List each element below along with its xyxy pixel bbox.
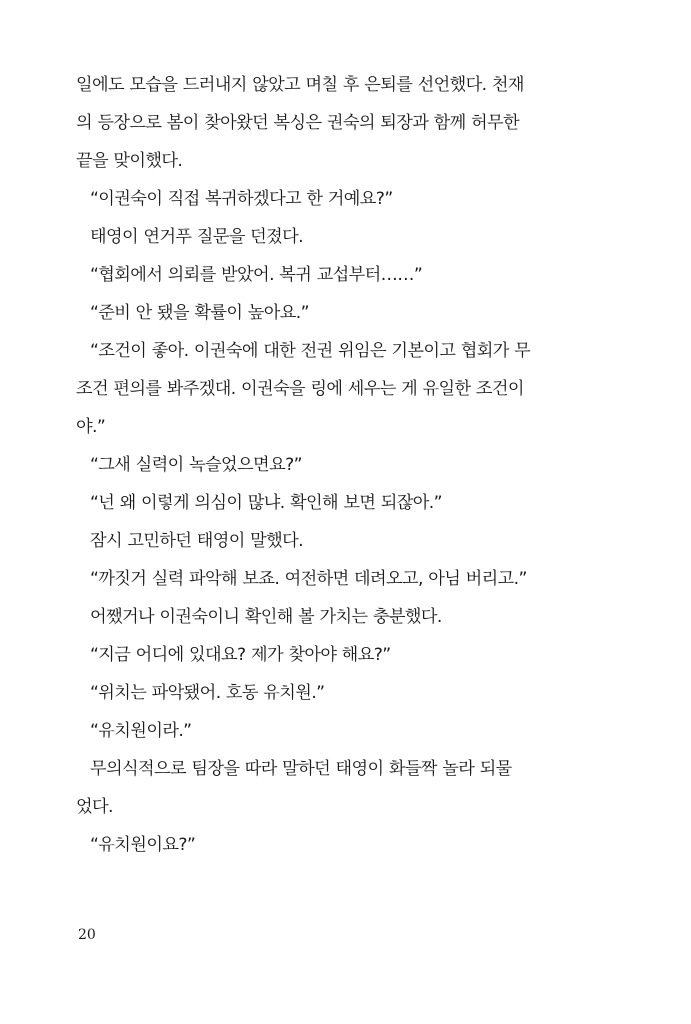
dialogue-line: “지금 어디에 있대요? 제가 찾아야 해요?” <box>90 645 391 665</box>
page-number: 20 <box>78 927 96 943</box>
text-line: 태영이 연거푸 질문을 던졌다. <box>90 227 303 247</box>
text-line: 어쨌거나 이권숙이니 확인해 볼 가치는 충분했다. <box>90 607 442 627</box>
dialogue-line: “조건이 좋아. 이권숙에 대한 전권 위임은 기본이고 협회가 무 <box>90 341 531 361</box>
dialogue-line: “그새 실력이 녹슬었으면요?” <box>90 455 302 475</box>
text-line: 었다. <box>76 797 113 817</box>
dialogue-line: “준비 안 됐을 확률이 높아요.” <box>90 303 309 323</box>
dialogue-line: “까짓거 실력 파악해 보죠. 여전하면 데려오고, 아님 버리고.” <box>90 569 527 589</box>
text-line: 끝을 맞이했다. <box>76 151 183 171</box>
text-line: 잠시 고민하던 태영이 말했다. <box>90 531 303 551</box>
dialogue-line: “협회에서 의뢰를 받았어. 복귀 교섭부터……” <box>90 265 423 285</box>
dialogue-line: “위치는 파악됐어. 호동 유치원.” <box>90 683 325 703</box>
text-line: 일에도 모습을 드러내지 않았고 며칠 후 은퇴를 선언했다. 천재 <box>76 75 524 95</box>
text-line: 무의식적으로 팀장을 따라 말하던 태영이 화들짝 놀라 되물 <box>90 759 512 779</box>
text-line: 의 등장으로 봄이 찾아왔던 복싱은 권숙의 퇴장과 함께 허무한 <box>76 113 519 133</box>
dialogue-line: “넌 왜 이렇게 의심이 많냐. 확인해 보면 되잖아.” <box>90 493 442 513</box>
text-line: 야.” <box>76 417 106 437</box>
text-line: 조건 편의를 봐주겠대. 이권숙을 링에 세우는 게 유일한 조건이 <box>76 379 524 399</box>
dialogue-line: “이권숙이 직접 복귀하겠다고 한 거예요?” <box>90 189 393 209</box>
dialogue-line: “유치원이라.” <box>90 721 192 741</box>
dialogue-line: “유치원이요?” <box>90 835 196 855</box>
body-text <box>76 66 616 864</box>
